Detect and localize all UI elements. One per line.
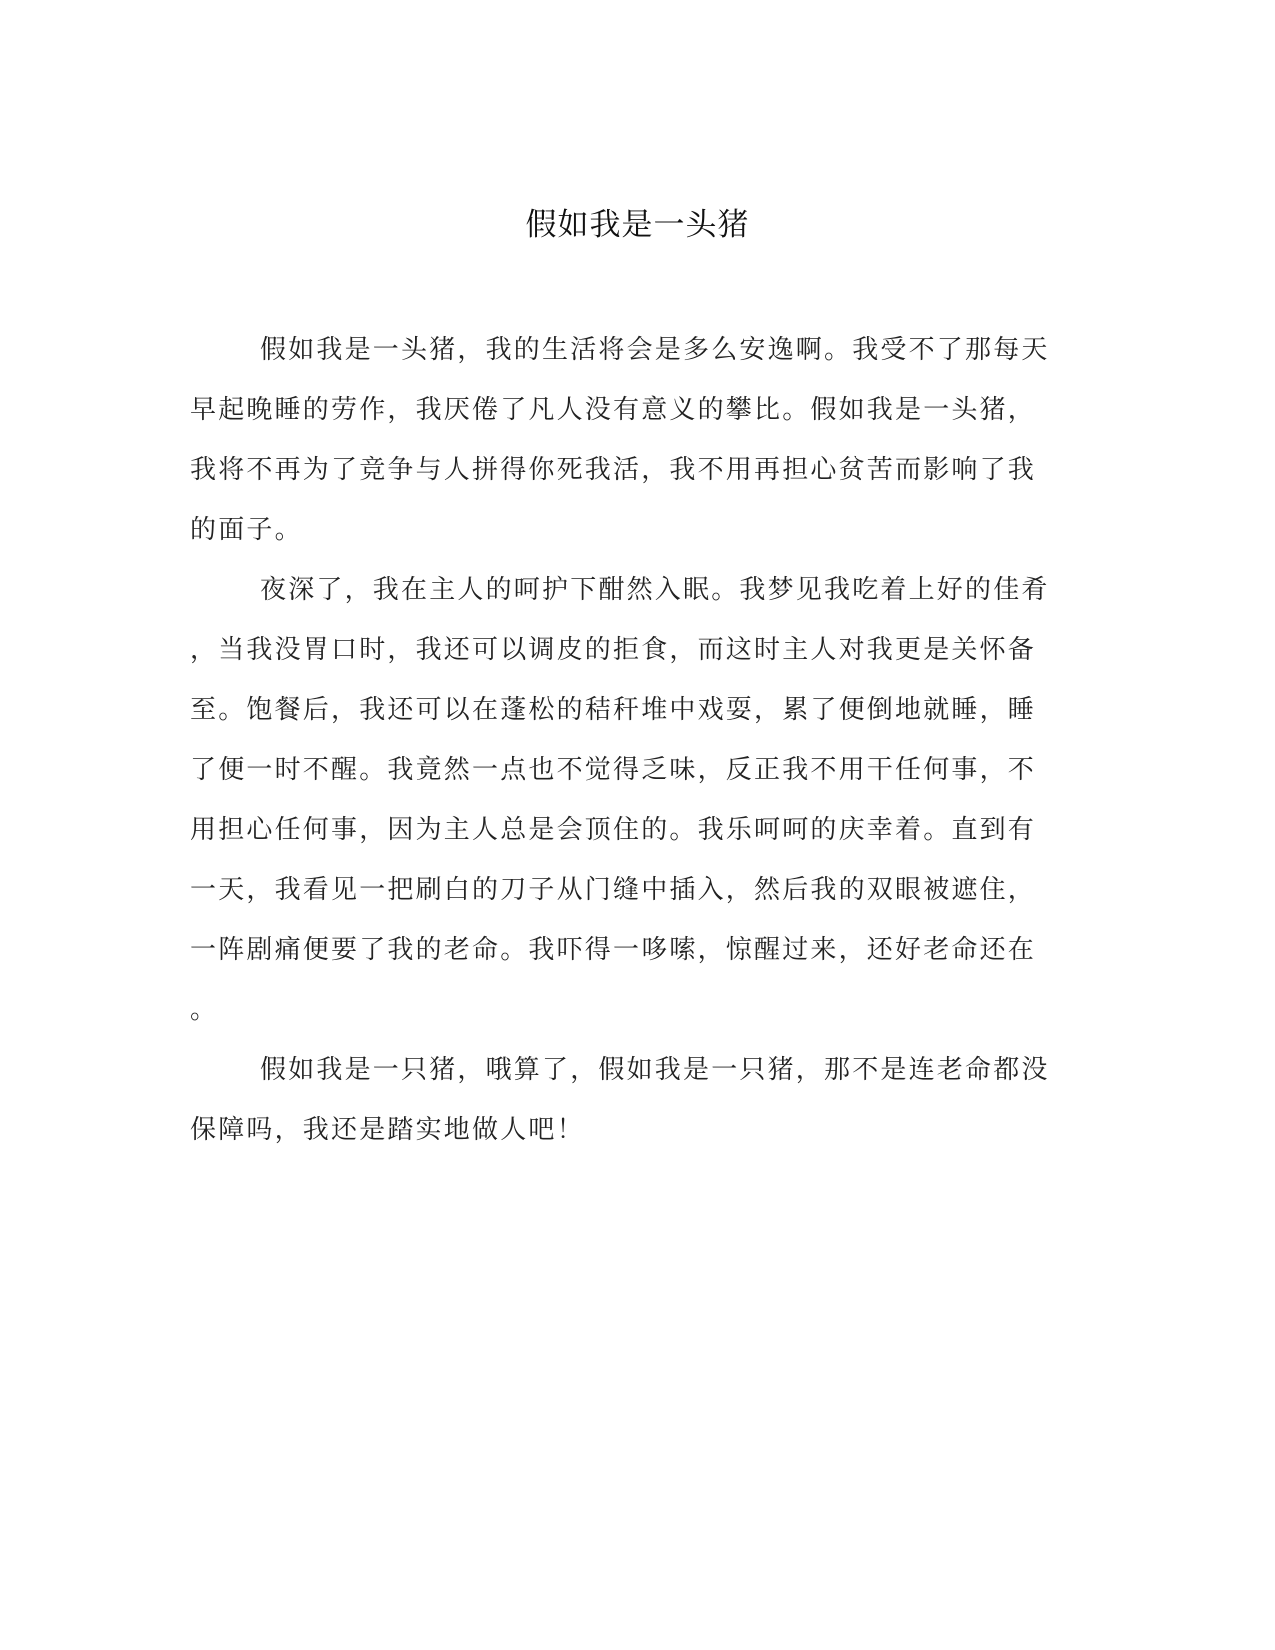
paragraph-line: 假如我是一只猪，哦算了，假如我是一只猪，那不是连老命都没 — [260, 1055, 1050, 1085]
document-body — [190, 320, 1090, 1160]
paragraph-3 — [190, 1040, 1090, 1160]
paragraph-line: 我将不再为了竞争与人拼得你死我活，我不用再担心贫苦而影响了我 — [190, 455, 1037, 485]
paragraph-line: 至。饱餐后，我还可以在蓬松的秸秆堆中戏耍，累了便倒地就睡，睡 — [190, 695, 1037, 725]
paragraph-line: 早起晚睡的劳作，我厌倦了凡人没有意义的攀比。假如我是一头猪， — [190, 395, 1037, 425]
paragraph-line: 一阵剧痛便要了我的老命。我吓得一哆嗦，惊醒过来，还好老命还在 — [190, 935, 1037, 965]
paragraph-line: 用担心任何事，因为主人总是会顶住的。我乐呵呵的庆幸着。直到有 — [190, 815, 1037, 845]
paragraph-line: 的面子。 — [190, 515, 303, 545]
paragraph-line: 假如我是一头猪，我的生活将会是多么安逸啊。我受不了那每天 — [260, 335, 1050, 365]
paragraph-line: 保障吗，我还是踏实地做人吧！ — [190, 1115, 585, 1145]
paragraph-1 — [190, 320, 1090, 560]
paragraph-2 — [190, 560, 1090, 1040]
paragraph-line: 夜深了，我在主人的呵护下酣然入眠。我梦见我吃着上好的佳肴 — [260, 575, 1050, 605]
paragraph-line: 一天，我看见一把刷白的刀子从门缝中插入，然后我的双眼被遮住， — [190, 875, 1037, 905]
paragraph-line: ，当我没胃口时，我还可以调皮的拒食，而这时主人对我更是关怀备 — [190, 635, 1037, 665]
document-title: 假如我是一头猪 — [525, 207, 750, 243]
paragraph-line: 了便一时不醒。我竟然一点也不觉得乏味，反正我不用干任何事，不 — [190, 755, 1037, 785]
paragraph-line: 。 — [190, 995, 219, 1025]
